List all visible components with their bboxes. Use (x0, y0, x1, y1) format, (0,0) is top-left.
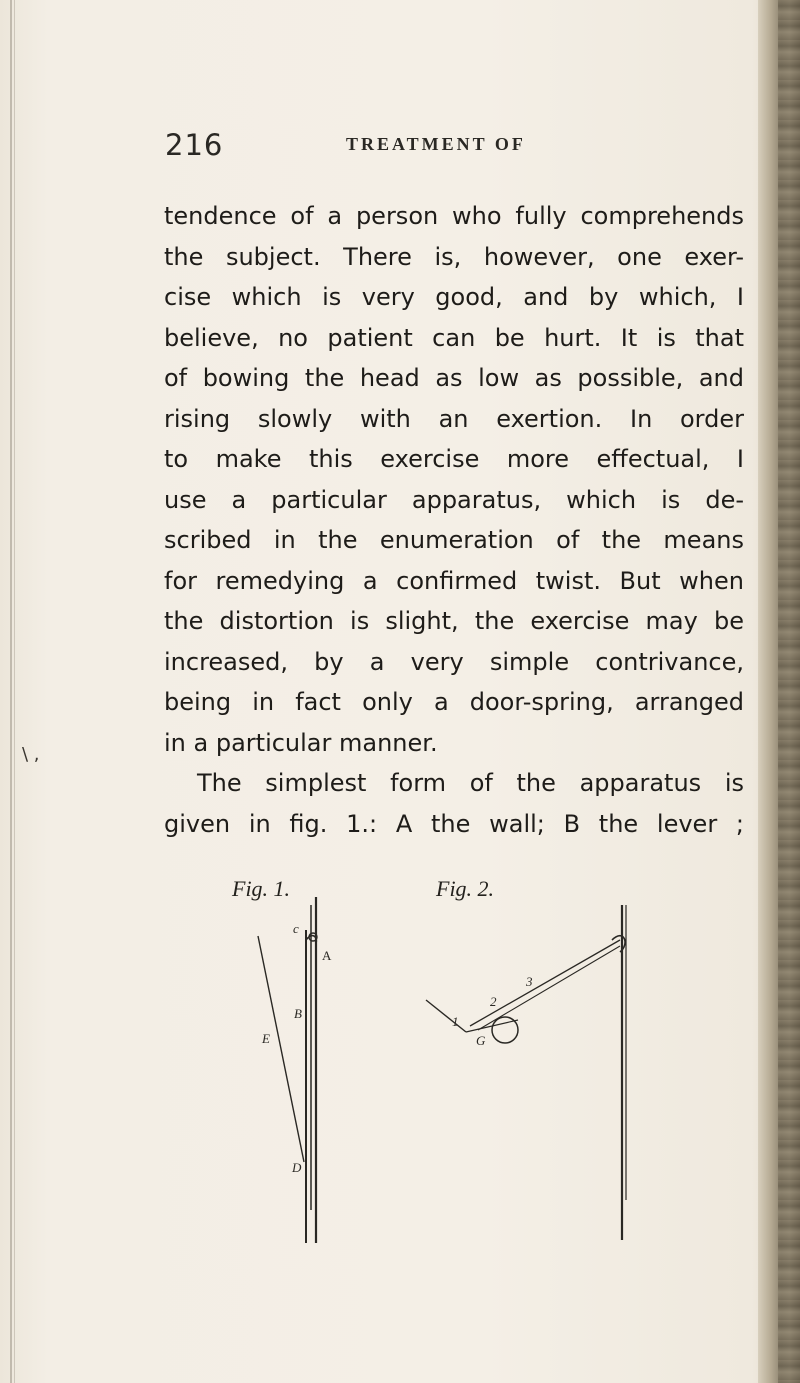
fig1-letter-b: B (294, 1006, 302, 1021)
text-line: in a particular manner. (164, 728, 438, 757)
text-line: to make this exercise more effectual, I (164, 445, 744, 473)
fig1-letter-d: D (292, 1160, 302, 1175)
fig1-letters (261, 921, 332, 1175)
fig2-number-2: 2 (490, 994, 497, 1009)
fig2-number-3: 3 (526, 974, 533, 989)
text-line: tendence of a person who fully comprehends (164, 202, 744, 230)
text-line: believe, no patient can be hurt. It is that (164, 323, 744, 352)
fig1-drawing (258, 897, 317, 1243)
fig2-letter-g: G (476, 1033, 486, 1048)
fig2-spring-line-2 (478, 946, 620, 1030)
page-number: 216 (165, 128, 224, 162)
text-line: use a particular apparatus, which is de- (164, 485, 744, 514)
text-line: The simplest form of the apparatus is (197, 769, 744, 797)
fig1-letter-c: c (293, 921, 299, 936)
text-line: being in fact only a door-spring, arranged (164, 688, 744, 716)
margin-mark: \ , (22, 744, 40, 765)
fig1-label: Fig. 1. (232, 876, 291, 901)
fig2-spring-line-1 (470, 940, 620, 1026)
fig2-left-arm (426, 1000, 466, 1032)
text-line: rising slowly with an exertion. In order (164, 404, 744, 433)
text-line: of bowing the head as low as possible, and (164, 364, 744, 392)
text-line: increased, by a very simple contrivance, (164, 647, 744, 676)
fig2-letters (452, 974, 533, 1048)
text-line: given in fig. 1.: A the wall; B the lever ; (164, 809, 744, 838)
text-line: the distortion is slight, the exercise may be (164, 607, 744, 635)
text-line: scribed in the enumeration of the means (164, 526, 744, 554)
fig1-lever-line (258, 936, 304, 1162)
text-line: for remedying a confirmed twist. But when (164, 566, 744, 595)
fig1-letter-e: E (262, 1031, 270, 1046)
fig2-pulley (492, 1017, 518, 1043)
text-line: cise which is very good, and by which, I (164, 283, 744, 311)
fig2-label: Fig. 2. (436, 876, 495, 901)
fig2-number-1: 1 (452, 1014, 459, 1029)
fig2-drawing (426, 905, 626, 1240)
text-line: the subject. There is, however, one exer- (164, 242, 744, 271)
fig1-letter-a: A (322, 948, 332, 963)
running-head: TREATMENT OF (346, 134, 526, 154)
